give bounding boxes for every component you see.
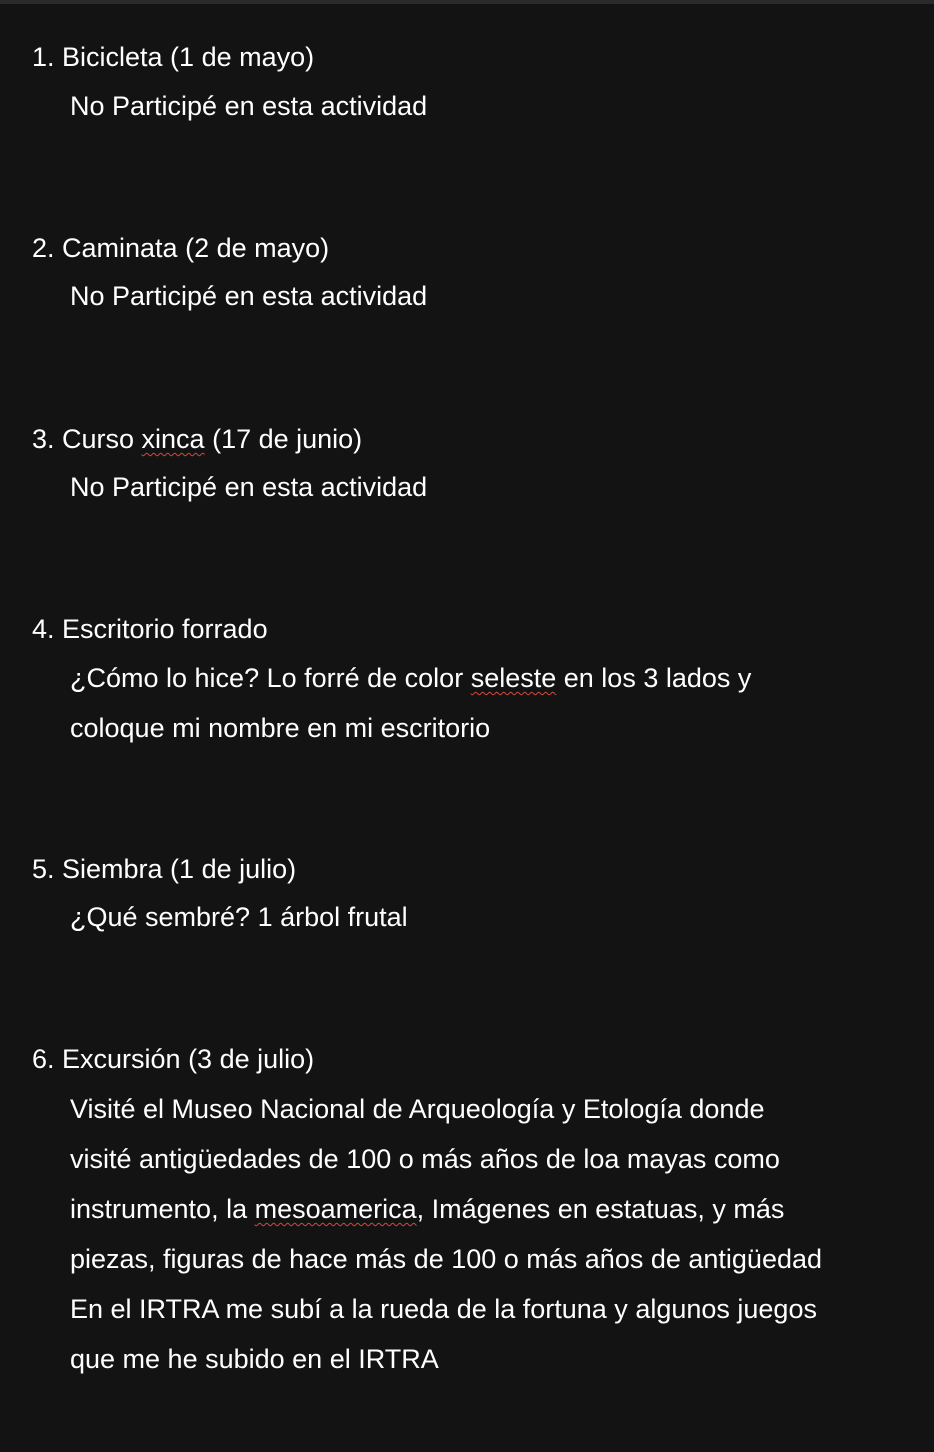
- item-body: [70, 271, 920, 321]
- item-body: [70, 892, 920, 942]
- item-body: [70, 462, 920, 512]
- body-line: En el IRTRA me subí a la rueda de la fortuna y algunos juegos: [70, 1294, 817, 1324]
- body-line: coloque mi nombre en mi escritorio: [70, 713, 491, 743]
- body-text-segment: instrumento, la: [70, 1194, 255, 1224]
- body-line: piezas, figuras de hace más de 100 o más años de antigüedad: [70, 1244, 823, 1274]
- body-line: No Participé en esta actividad: [70, 472, 428, 502]
- body-line: [70, 653, 920, 703]
- body-line: ¿Qué sembré? 1 árbol frutal: [70, 902, 408, 932]
- body-text-segment: , Imágenes en estatuas, y más: [416, 1194, 785, 1224]
- body-line: No Participé en esta actividad: [70, 281, 428, 311]
- item-heading: 4. Escritorio forrado: [32, 614, 268, 644]
- misspelled-word[interactable]: mesoamerica: [254, 1194, 417, 1224]
- item-heading: 5. Siembra (1 de julio): [32, 854, 297, 884]
- item-heading: 6. Excursión (3 de julio): [32, 1044, 315, 1074]
- body-line: Visité el Museo Nacional de Arqueología y Etología donde: [70, 1094, 765, 1124]
- item-heading: 2. Caminata (2 de mayo): [32, 233, 330, 263]
- body-line: [70, 1184, 920, 1234]
- body-line: visité antigüedades de 100 o más años de loa mayas como: [70, 1144, 780, 1174]
- item-body: [70, 81, 920, 131]
- body-text-segment: ¿Cómo lo hice? Lo forré de color: [70, 663, 471, 693]
- item-body: [70, 653, 920, 753]
- misspelled-word[interactable]: xinca: [141, 424, 205, 454]
- body-text-segment: en los 3 lados y: [556, 663, 752, 693]
- body-line: que me he subido en el IRTRA: [70, 1344, 439, 1374]
- item-body: [70, 1084, 920, 1384]
- heading-text: 3. Curso: [32, 424, 142, 454]
- body-line: No Participé en esta actividad: [70, 91, 428, 121]
- item-heading: [32, 424, 362, 454]
- top-border: [0, 0, 934, 4]
- misspelled-word[interactable]: seleste: [470, 663, 557, 693]
- heading-text: (17 de junio): [204, 424, 363, 454]
- item-heading: 1. Bicicleta (1 de mayo): [32, 42, 315, 72]
